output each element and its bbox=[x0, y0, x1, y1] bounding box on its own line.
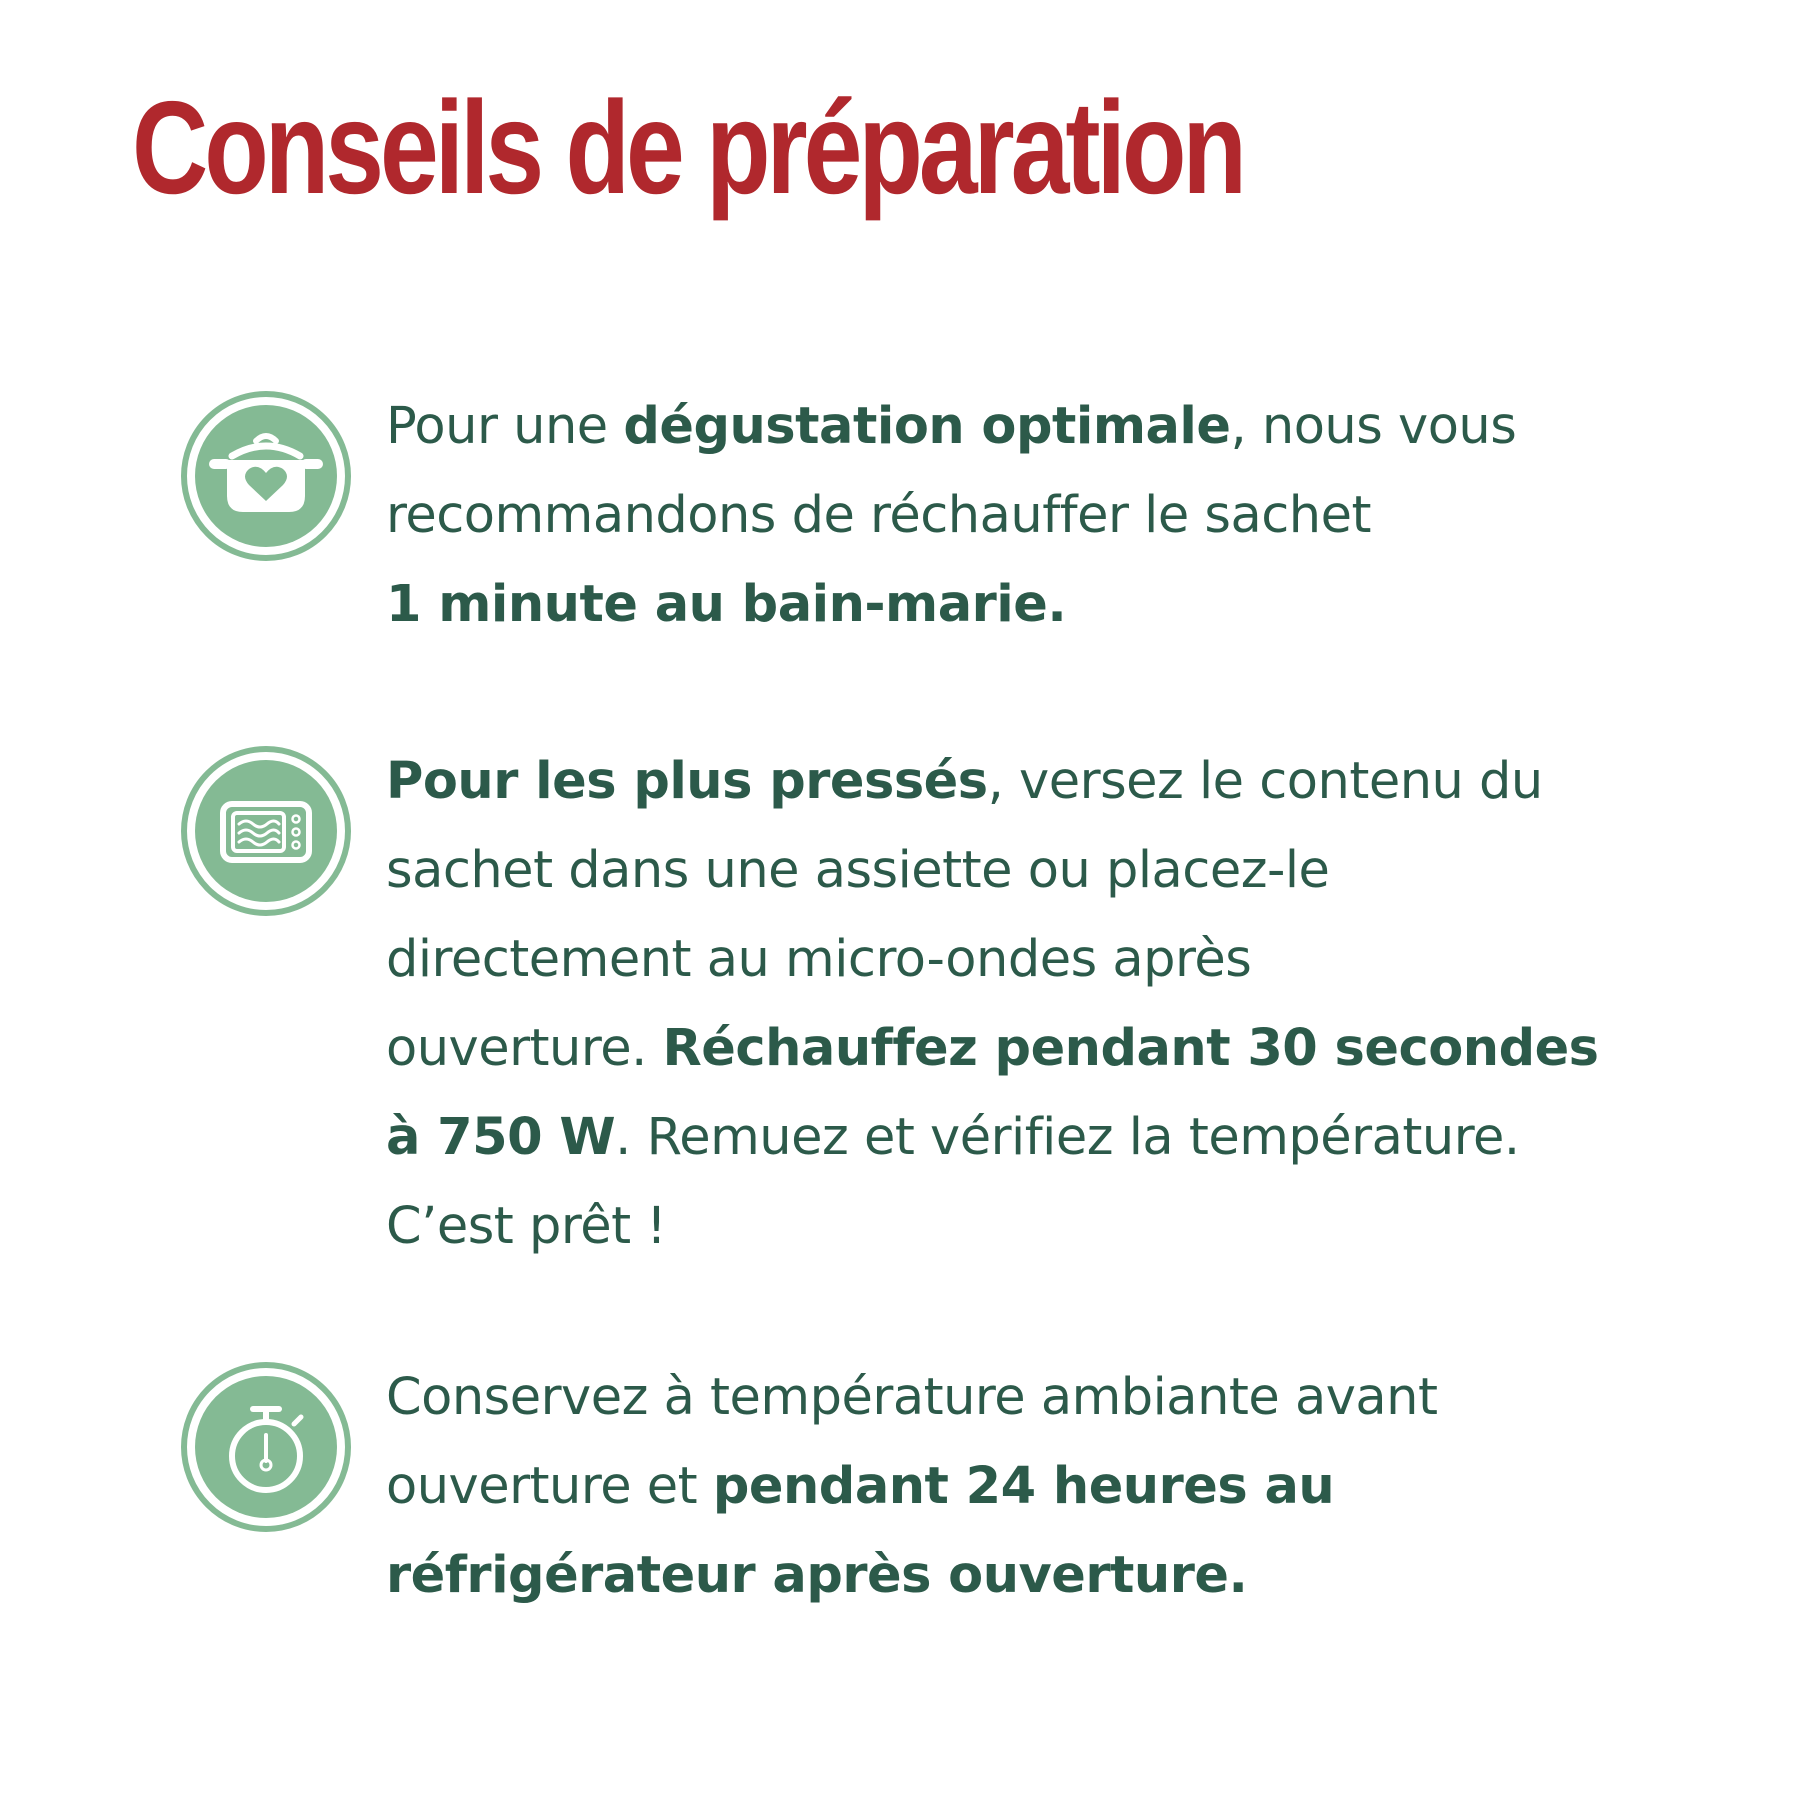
page-title: Conseils de préparation bbox=[132, 74, 1243, 221]
tip-line: Pour une dégustation optimale, nous vous bbox=[386, 397, 1517, 456]
microwave-icon bbox=[180, 745, 352, 917]
tip-line: ouverture et pendant 24 heures au bbox=[386, 1457, 1335, 1516]
tip-line: ouverture. Réchauffez pendant 30 secondes bbox=[386, 1019, 1599, 1078]
tip-line: à 750 W. Remuez et vérifiez la température. bbox=[386, 1108, 1520, 1167]
tip-text bbox=[386, 737, 1686, 1271]
tip-line: directement au micro-ondes après bbox=[386, 930, 1252, 989]
tip-line: Pour les plus pressés, versez le contenu du bbox=[386, 752, 1543, 811]
tip-line: Conservez à température ambiante avant bbox=[386, 1368, 1438, 1427]
tip-text bbox=[386, 382, 1686, 649]
tip-line: 1 minute au bain-marie. bbox=[386, 575, 1067, 634]
tip-text bbox=[386, 1353, 1686, 1620]
tip-line: réfrigérateur après ouverture. bbox=[386, 1546, 1248, 1605]
tip-line: recommandons de réchauffer le sachet bbox=[386, 486, 1371, 545]
cooking-pot-heart-icon bbox=[180, 390, 352, 562]
stopwatch-icon bbox=[180, 1361, 352, 1533]
tip-line: C’est prêt ! bbox=[386, 1197, 667, 1256]
tip-line: sachet dans une assiette ou placez-le bbox=[386, 841, 1330, 900]
